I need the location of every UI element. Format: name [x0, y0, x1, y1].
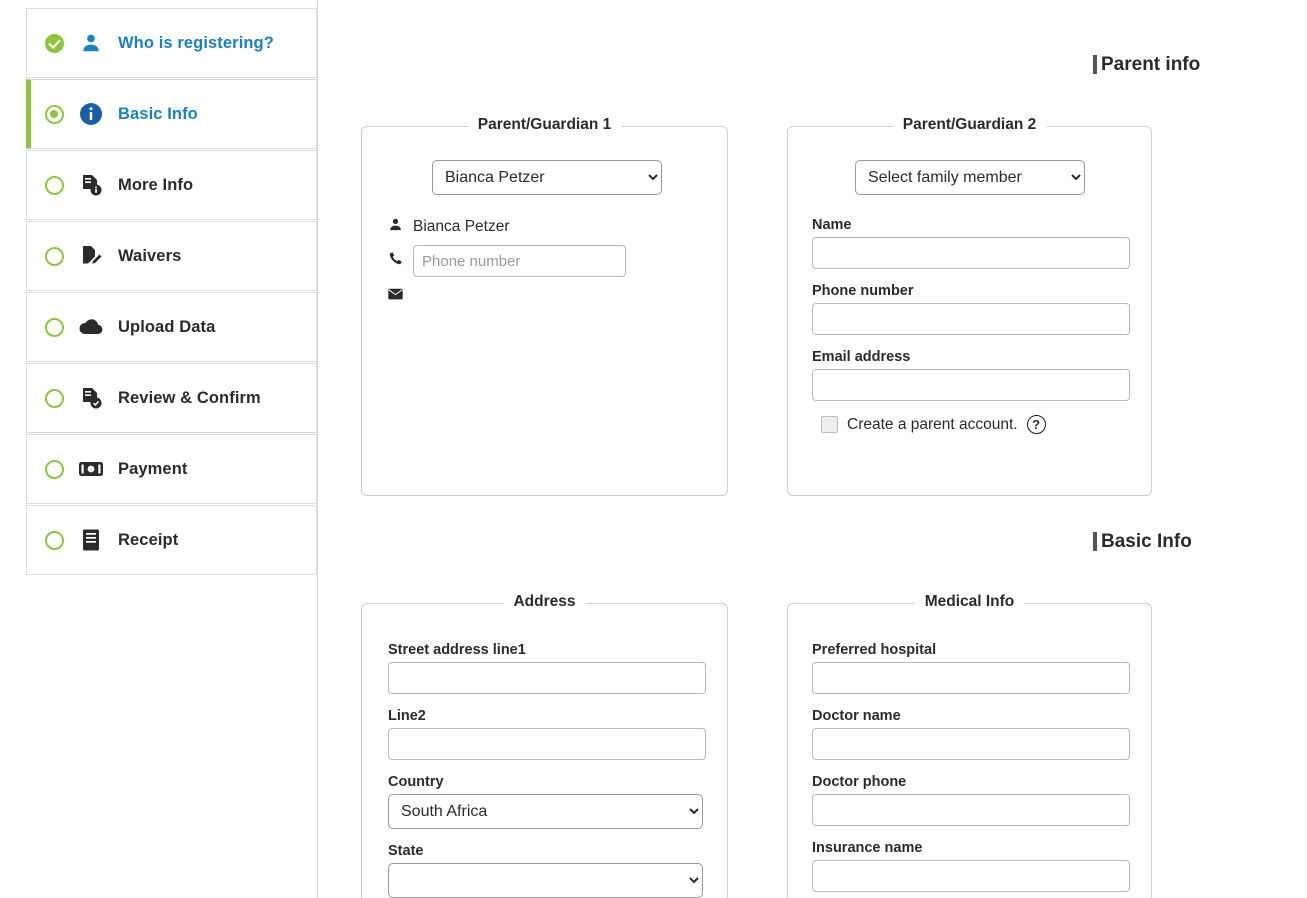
address-legend: Address [503, 593, 585, 611]
preferred-hospital-field [812, 642, 1132, 694]
address-line1-input[interactable] [388, 662, 706, 694]
parent-info-heading: Parent info [1093, 55, 1200, 74]
doctor-name-field [812, 708, 1132, 760]
parent-info-heading-wrap [1093, 55, 1200, 74]
address-state-select[interactable] [388, 863, 703, 898]
create-parent-account-label: Create a parent account. [847, 415, 1018, 433]
sidebar-item-waivers[interactable] [26, 221, 317, 291]
receipt-icon [78, 527, 104, 553]
sidebar-item-label: Payment [118, 459, 188, 478]
sidebar-item-label: Receipt [118, 530, 179, 549]
step-status-current-icon [45, 105, 64, 124]
sidebar-item-label: Basic Info [118, 104, 198, 123]
create-parent-account-row [821, 415, 1132, 434]
guardian1-person-name: Bianca Petzer [413, 218, 510, 235]
guardian2-family-member-select[interactable] [855, 160, 1085, 195]
document-check-icon [78, 385, 104, 411]
insurance-name-input[interactable] [812, 860, 1130, 892]
envelope-icon [388, 287, 403, 305]
guardian2-name-field [812, 217, 1132, 269]
insurance-name-label: Insurance name [812, 840, 923, 856]
sidebar-item-receipt[interactable] [26, 505, 317, 575]
user-icon [388, 217, 403, 237]
doctor-name-label: Doctor name [812, 708, 901, 724]
guardian2-fieldset [787, 116, 1152, 496]
create-parent-account-checkbox[interactable] [821, 416, 838, 433]
guardian2-email-field [812, 349, 1132, 401]
step-status-todo-icon [45, 460, 64, 479]
step-status-todo-icon [45, 176, 64, 195]
registration-form-content [318, 0, 1307, 898]
guardian1-name-row [388, 217, 510, 237]
guardian2-phone-input[interactable] [812, 303, 1130, 335]
sidebar-item-who-is-registering[interactable] [26, 8, 317, 78]
sidebar-item-label: Upload Data [118, 317, 216, 336]
money-bill-icon [78, 456, 104, 482]
sidebar-item-label: Waivers [118, 246, 182, 265]
guardian1-family-member-select[interactable] [432, 160, 662, 195]
address-fieldset [361, 593, 728, 898]
guardian2-email-label: Email address [812, 349, 911, 365]
guardian1-phone-row [388, 245, 626, 277]
address-state-field [388, 843, 708, 898]
sidebar-item-upload-data[interactable] [26, 292, 317, 362]
doctor-phone-field [812, 774, 1132, 826]
guardian2-email-input[interactable] [812, 369, 1130, 401]
sidebar-item-more-info[interactable] [26, 150, 317, 220]
doctor-phone-input[interactable] [812, 794, 1130, 826]
signature-document-icon [78, 243, 104, 269]
doctor-name-input[interactable] [812, 728, 1130, 760]
preferred-hospital-label: Preferred hospital [812, 642, 937, 658]
address-country-label: Country [388, 774, 444, 790]
help-icon[interactable]: ? [1027, 415, 1046, 434]
guardian1-email-row [388, 287, 403, 305]
basic-info-heading: Basic Info [1093, 532, 1192, 551]
medical-info-legend: Medical Info [915, 593, 1025, 611]
address-line2-label: Line2 [388, 708, 426, 724]
guardian2-phone-field [812, 283, 1132, 335]
address-line2-input[interactable] [388, 728, 706, 760]
address-line1-label: Street address line1 [388, 642, 526, 658]
address-line2-field [388, 708, 708, 760]
cloud-upload-icon [78, 314, 104, 340]
guardian2-phone-label: Phone number [812, 283, 914, 299]
guardian1-fieldset [361, 116, 728, 496]
sidebar-item-payment[interactable] [26, 434, 317, 504]
preferred-hospital-input[interactable] [812, 662, 1130, 694]
info-circle-icon [78, 101, 104, 127]
guardian2-name-input[interactable] [812, 237, 1130, 269]
guardian2-name-label: Name [812, 217, 852, 233]
sidebar-item-label: Who is registering? [118, 33, 274, 52]
sidebar-item-review-confirm[interactable] [26, 363, 317, 433]
phone-icon [388, 251, 403, 271]
basic-info-heading-wrap [1093, 532, 1192, 551]
sidebar-item-label: More Info [118, 175, 194, 194]
guardian1-legend: Parent/Guardian 1 [468, 116, 622, 134]
address-state-label: State [388, 843, 424, 859]
wizard-step-sidebar [0, 0, 318, 898]
step-status-todo-icon [45, 389, 64, 408]
medical-info-fieldset [787, 593, 1152, 898]
step-status-todo-icon [45, 531, 64, 550]
insurance-name-field [812, 840, 1132, 892]
sidebar-item-basic-info[interactable] [26, 79, 317, 149]
document-info-icon [78, 172, 104, 198]
user-icon [78, 30, 104, 56]
address-line1-field [388, 642, 708, 694]
step-status-done-icon [45, 34, 64, 53]
guardian1-phone-input[interactable] [413, 245, 626, 277]
sidebar-item-label: Review & Confirm [118, 388, 261, 407]
address-country-field [388, 774, 708, 829]
step-status-todo-icon [45, 318, 64, 337]
guardian2-legend: Parent/Guardian 2 [893, 116, 1047, 134]
address-country-select[interactable] [388, 794, 703, 829]
step-status-todo-icon [45, 247, 64, 266]
doctor-phone-label: Doctor phone [812, 774, 907, 790]
